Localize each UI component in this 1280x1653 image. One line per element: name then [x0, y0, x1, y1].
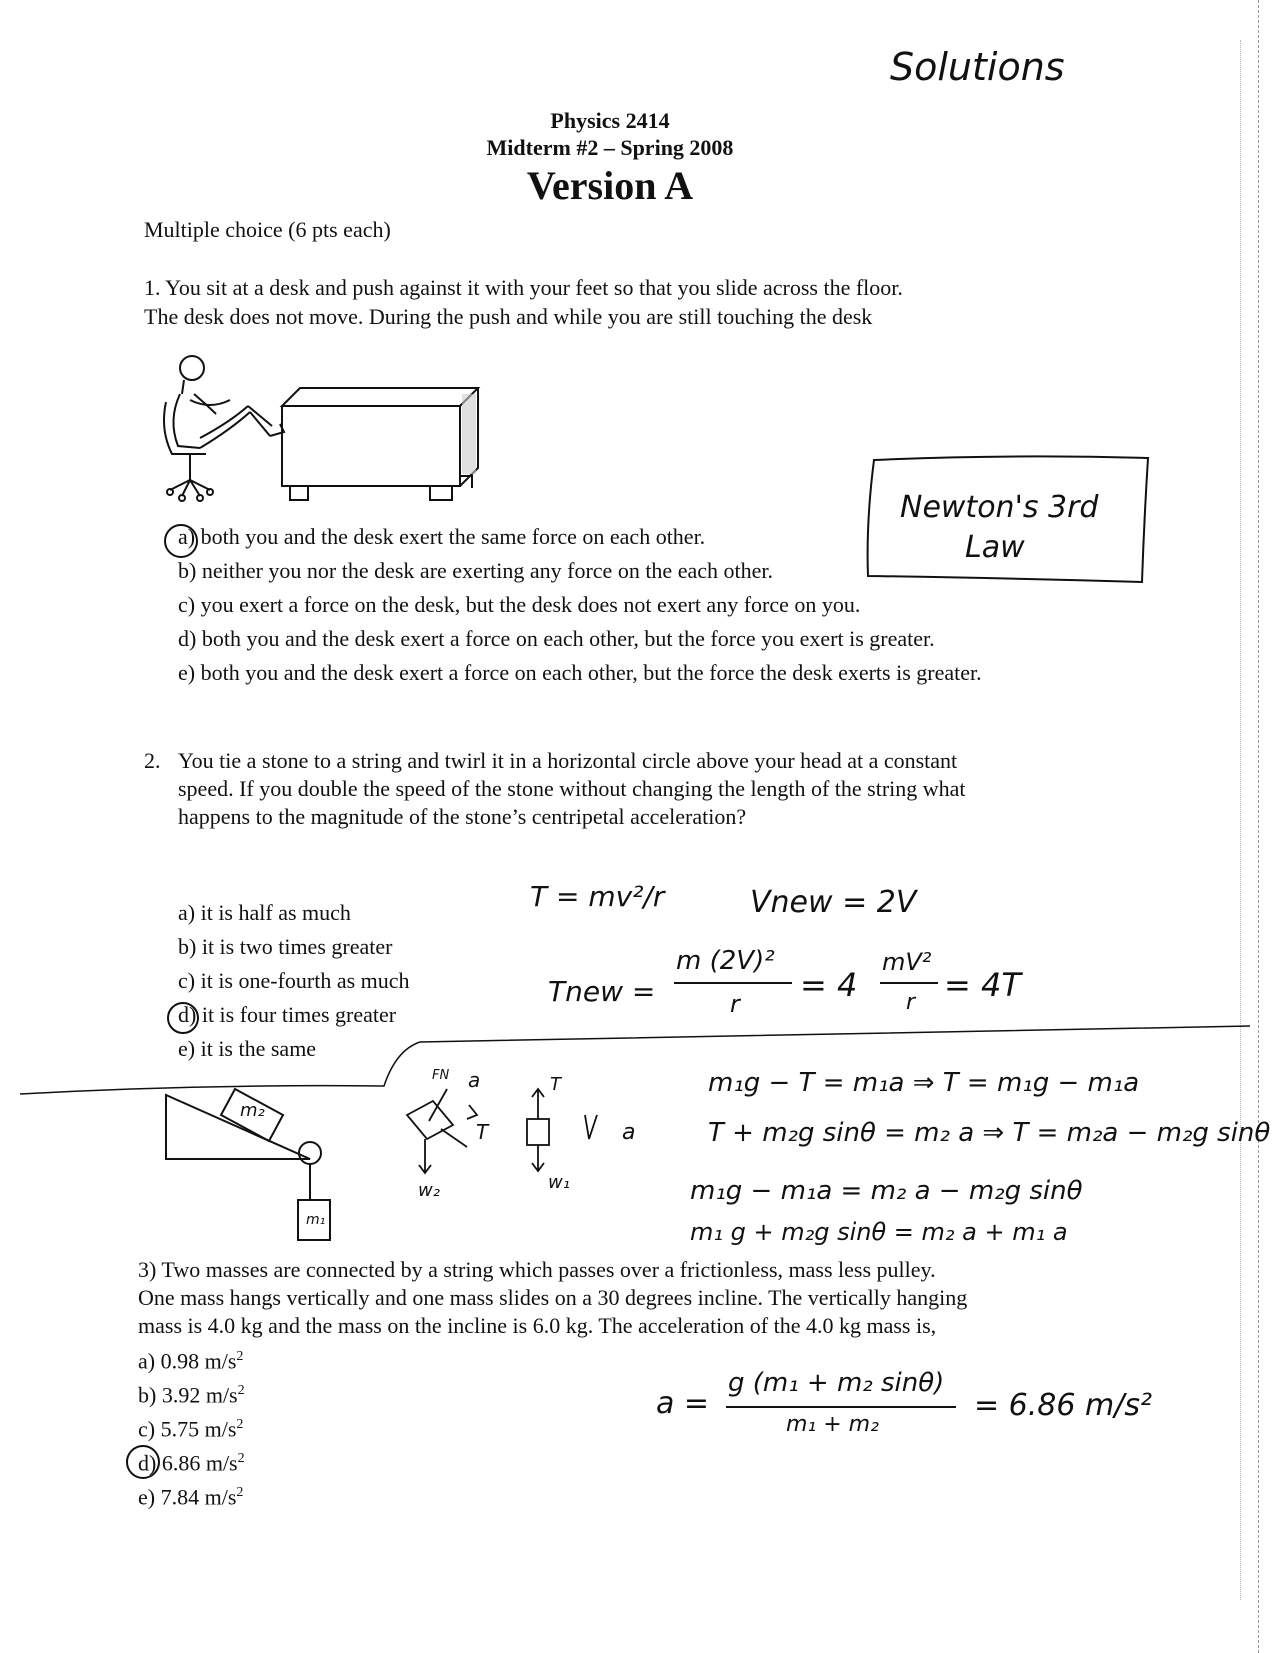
q2-option-b: b) it is two times greater	[178, 934, 393, 959]
q3-diagram-m1: m₁	[306, 1212, 326, 1228]
q2-option-a: a) it is half as much	[178, 900, 351, 925]
q3-diagram-m2: m₂	[240, 1100, 265, 1121]
q2-text-line1: You tie a stone to a string and twirl it in a horizontal circle above your head at a constant	[178, 748, 958, 773]
q3-fbd-t-1: T	[476, 1120, 489, 1144]
q3-fbd-a-1: a	[468, 1068, 481, 1092]
q3-fbd-a-2: a	[622, 1120, 636, 1145]
q3-final-rhs: = 6.86 m/s²	[974, 1388, 1152, 1423]
q2-work-fraction-bar	[674, 982, 792, 984]
q1-option-e: e) both you and the desk exert a force on each other, but the force the desk exerts is greater.	[178, 660, 982, 685]
q1-option-b: b) neither you nor the desk are exerting any force on the each other.	[178, 558, 773, 583]
q3-text-line3: mass is 4.0 kg and the mass on the incline is 6.0 kg. The acceleration of the 4.0 kg mass is,	[138, 1313, 937, 1338]
q2-number: 2.	[144, 748, 161, 773]
q3-final-lhs: a =	[656, 1386, 710, 1421]
q1-option-d: d) both you and the desk exert a force on each other, but the force you exert is greater.	[178, 626, 935, 651]
q3-fbd-w1: w₁	[548, 1172, 570, 1193]
scan-edge-line-2	[1240, 40, 1241, 1600]
scan-edge-line	[1258, 0, 1259, 1653]
q1-option-a: a) both you and the desk exert the same force on each other.	[178, 524, 706, 549]
q2-option-e: e) it is the same	[178, 1036, 317, 1061]
q2-work-t-new-den: r	[730, 990, 740, 1018]
q2-work-t-new-mid-den: r	[906, 990, 916, 1015]
q2-option-d: d) it is four times greater	[178, 1002, 397, 1027]
q3-option-a: a) 0.98 $m/s^2$	[138, 1348, 244, 1374]
q3-answer-circle	[126, 1445, 160, 1479]
q3-final-fraction-bar	[726, 1406, 956, 1408]
q2-work-t-new-num: m (2V)²	[676, 946, 775, 976]
q2-work-fraction-bar-2	[880, 982, 938, 984]
q2-text-line3: happens to the magnitude of the stone’s centripetal acceleration?	[178, 804, 747, 829]
q3-option-c: c) 5.75 $m/s^2$	[138, 1416, 244, 1442]
q3-work-line2: T + m₂g sinθ = m₂ a ⇒ T = m₂a − m₂g sinθ	[708, 1118, 1271, 1148]
q3-final-den: m₁ + m₂	[786, 1412, 879, 1437]
q3-work-line4: m₁ g + m₂g sinθ = m₂ a + m₁ a	[690, 1218, 1068, 1246]
q3-fbd-t-2: T	[550, 1074, 561, 1095]
q3-option-d: d) 6.86 $m/s^2$	[138, 1450, 245, 1476]
q2-work-t-new-mid-num: mV²	[882, 948, 932, 976]
q3-work-line3: m₁g − m₁a = m₂ a − m₂g sinθ	[690, 1176, 1083, 1206]
q1-answer-circle	[164, 524, 198, 558]
solutions-annotation: Solutions	[890, 45, 1065, 89]
q3-option-b: b) 3.92 $m/s^2$	[138, 1382, 245, 1408]
q3-text-line1: 3) Two masses are connected by a string which passes over a frictionless, mass less pulley.	[138, 1257, 936, 1282]
q1-option-c: c) you exert a force on the desk, but the desk does not exert any force on you.	[178, 592, 861, 617]
q2-work-t-new-end: = 4T	[944, 966, 1021, 1004]
q3-fbd-fn: FN	[432, 1068, 450, 1083]
course-title: Physics 2414	[550, 108, 670, 133]
q3-option-e: e) 7.84 $m/s^2$	[138, 1484, 244, 1510]
q2-work-v-new: Vnew = 2V	[750, 885, 917, 920]
q3-final-num: g (m₁ + m₂ sinθ)	[728, 1368, 945, 1398]
q1-desk-illustration	[160, 350, 500, 530]
q3-fbd-w2: w₂	[418, 1180, 440, 1201]
q2-work-t-new-label: Tnew =	[548, 975, 656, 1008]
q1-note-line2: Law	[965, 530, 1025, 565]
q2-option-c: c) it is one-fourth as much	[178, 968, 410, 993]
q3-text-line2: One mass hangs vertically and one mass slides on a 30 degrees incline. The vertically hanging	[138, 1285, 968, 1310]
q2-work-t-new-mid: = 4	[800, 966, 858, 1004]
q2-work-t-eq: T = mv²/r	[530, 880, 665, 913]
q3-work-line1: m₁g − T = m₁a ⇒ T = m₁g − m₁a	[708, 1068, 1140, 1098]
version-title: Version A	[526, 163, 694, 208]
q1-text-line1: 1. You sit at a desk and push against it with your feet so that you slide across the floor.	[144, 275, 903, 300]
q1-text-line2: The desk does not move. During the push and while you are still touching the desk	[144, 304, 873, 329]
section-label: Multiple choice (6 pts each)	[144, 217, 391, 242]
exam-title: Midterm #2 – Spring 2008	[486, 135, 734, 160]
q2-text-line2: speed. If you double the speed of the stone without changing the length of the string what	[178, 776, 966, 801]
q1-note-line1: Newton's 3rd	[900, 490, 1099, 525]
